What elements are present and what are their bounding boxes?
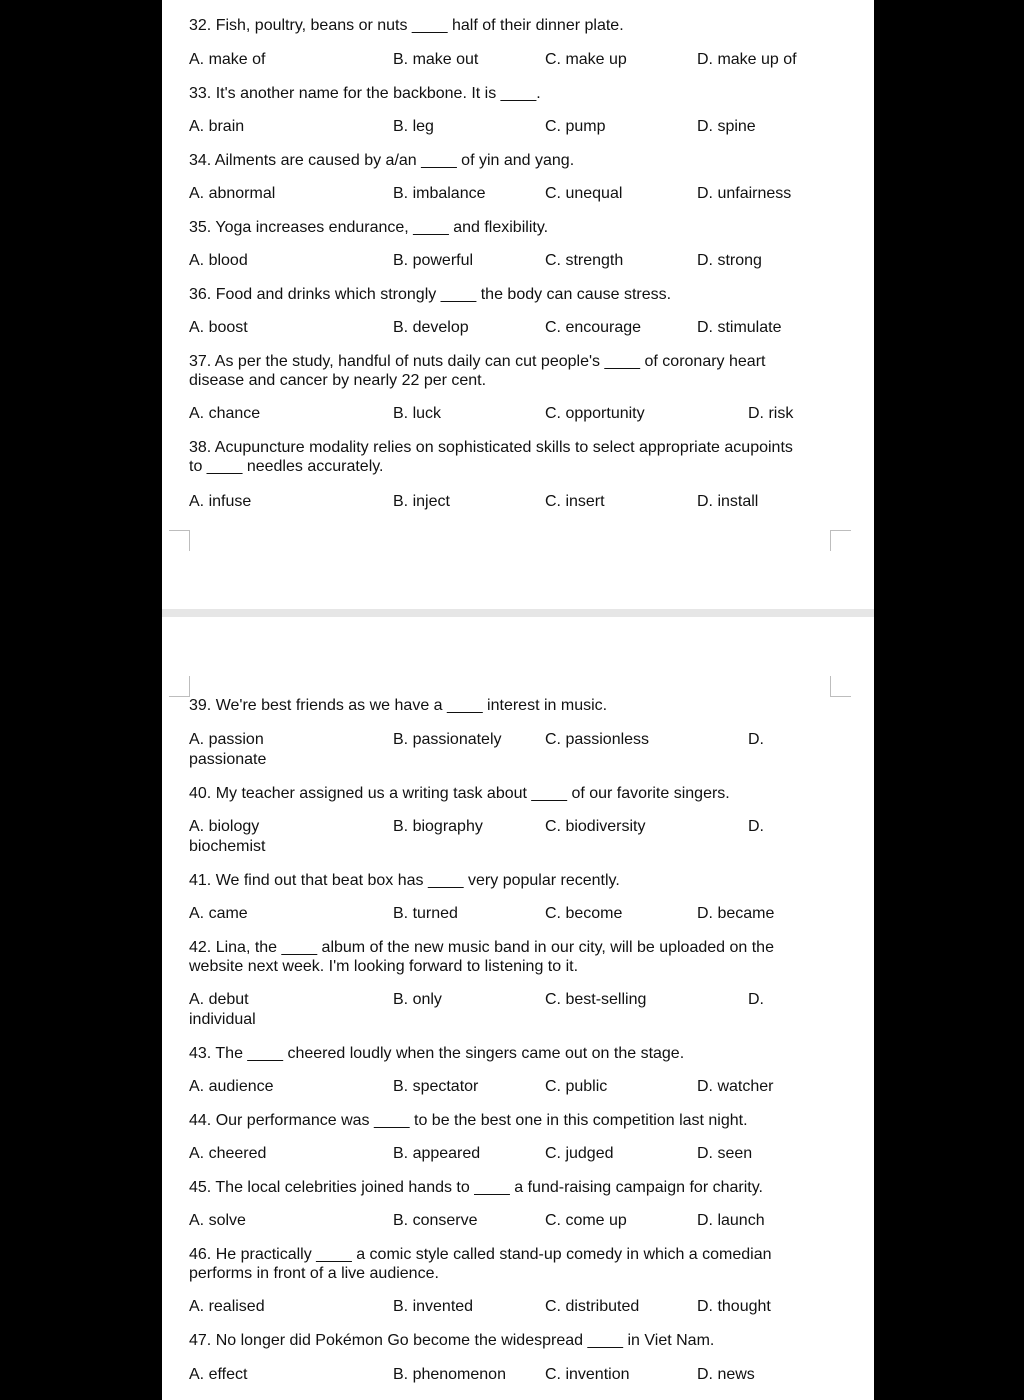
question-32-option-b[interactable]: B. make out [393, 51, 479, 68]
question-33-option-d[interactable]: D. spine [697, 118, 756, 135]
question-40-option-a[interactable]: A. biology [189, 818, 260, 835]
question-37-option-b[interactable]: B. luck [393, 405, 442, 422]
question-38-option-d[interactable]: D. install [697, 493, 759, 510]
question-46-option-a[interactable]: A. realised [189, 1298, 265, 1315]
question-33-option-b[interactable]: B. leg [393, 118, 434, 135]
question-41-option-b[interactable]: B. turned [393, 905, 458, 922]
question-40-option-c[interactable]: C. biodiversity [545, 818, 646, 835]
question-42-option-a[interactable]: A. debut [189, 991, 249, 1008]
question-35-option-b[interactable]: B. powerful [393, 252, 474, 269]
question-38-option-c[interactable]: C. insert [545, 493, 605, 510]
question-32-option-a[interactable]: A. make of [189, 51, 266, 68]
question-32-option-c[interactable]: C. make up [545, 51, 627, 68]
question-40-option-b[interactable]: B. biography [393, 818, 483, 835]
question-41-stem: 41. We find out that beat box has ____ very popular recently. [189, 872, 620, 889]
question-32-stem: 32. Fish, poultry, beans or nuts ____ half of their dinner plate. [189, 17, 624, 34]
question-43-option-a[interactable]: A. audience [189, 1078, 274, 1095]
question-40-option-d[interactable]: D. [748, 818, 764, 835]
question-47-stem: 47. No longer did Pokémon Go become the widespread ____ in Viet Nam. [189, 1332, 715, 1349]
question-46-option-b[interactable]: B. invented [393, 1298, 474, 1315]
crop-mark-bottom-right [830, 676, 851, 697]
question-39-option-b[interactable]: B. passionately [393, 731, 502, 748]
question-32-option-d[interactable]: D. make up of [697, 51, 797, 68]
question-37-stem: 37. As per the study, handful of nuts daily can cut people's ____ of coronary heart disease and cancer by nearly 22 per cent. [189, 353, 766, 389]
question-33-stem: 33. It's another name for the backbone. It is ____. [189, 85, 541, 102]
question-37-option-d[interactable]: D. risk [748, 405, 794, 422]
question-44-option-b[interactable]: B. appeared [393, 1145, 481, 1162]
question-46-stem: 46. He practically ____ a comic style called stand-up comedy in which a comedian performs in front of a live audience. [189, 1246, 772, 1282]
question-34-option-a[interactable]: A. abnormal [189, 185, 276, 202]
question-37-option-a[interactable]: A. chance [189, 405, 261, 422]
question-39-option-c[interactable]: C. passionless [545, 731, 650, 748]
question-36-stem: 36. Food and drinks which strongly ____ the body can cause stress. [189, 286, 672, 303]
question-44-option-d[interactable]: D. seen [697, 1145, 753, 1162]
question-45-option-a[interactable]: A. solve [189, 1212, 246, 1229]
question-33-option-c[interactable]: C. pump [545, 118, 606, 135]
crop-mark-bottom-left [169, 676, 190, 697]
question-44-option-c[interactable]: C. judged [545, 1145, 614, 1162]
question-40-option-d-text[interactable]: biochemist [189, 838, 266, 855]
question-46-option-c[interactable]: C. distributed [545, 1298, 640, 1315]
question-47-option-d[interactable]: D. news [697, 1366, 755, 1383]
question-42-option-d[interactable]: D. [748, 991, 764, 1008]
question-42-option-d-text[interactable]: individual [189, 1011, 256, 1028]
question-46-option-d[interactable]: D. thought [697, 1298, 771, 1315]
question-43-option-d[interactable]: D. watcher [697, 1078, 774, 1095]
question-47-option-c[interactable]: C. invention [545, 1366, 630, 1383]
crop-mark-top-left [169, 530, 190, 551]
question-34-option-c[interactable]: C. unequal [545, 185, 623, 202]
question-34-stem: 34. Ailments are caused by a/an ____ of yin and yang. [189, 152, 575, 169]
question-45-option-c[interactable]: C. come up [545, 1212, 627, 1229]
question-36-option-d[interactable]: D. stimulate [697, 319, 782, 336]
question-38-option-a[interactable]: A. infuse [189, 493, 252, 510]
question-34-option-b[interactable]: B. imbalance [393, 185, 486, 202]
question-44-stem: 44. Our performance was ____ to be the best one in this competition last night. [189, 1112, 748, 1129]
question-43-option-b[interactable]: B. spectator [393, 1078, 479, 1095]
question-36-option-b[interactable]: B. develop [393, 319, 469, 336]
question-39-option-a[interactable]: A. passion [189, 731, 264, 748]
page-separator [162, 609, 874, 617]
question-38-stem: 38. Acupuncture modality relies on sophisticated skills to select appropriate acupoints to ____ needles accurately. [189, 439, 793, 475]
question-36-option-a[interactable]: A. boost [189, 319, 248, 336]
question-45-option-b[interactable]: B. conserve [393, 1212, 478, 1229]
question-35-option-d[interactable]: D. strong [697, 252, 762, 269]
crop-mark-top-right [830, 530, 851, 551]
question-36-option-c[interactable]: C. encourage [545, 319, 642, 336]
question-35-option-c[interactable]: C. strength [545, 252, 624, 269]
question-37-option-c[interactable]: C. opportunity [545, 405, 645, 422]
question-41-option-a[interactable]: A. came [189, 905, 248, 922]
question-45-stem: 45. The local celebrities joined hands to ____ a fund-raising campaign for charity. [189, 1179, 763, 1196]
question-41-option-c[interactable]: C. become [545, 905, 623, 922]
question-45-option-d[interactable]: D. launch [697, 1212, 765, 1229]
question-38-option-b[interactable]: B. inject [393, 493, 450, 510]
question-33-option-a[interactable]: A. brain [189, 118, 245, 135]
question-47-option-b[interactable]: B. phenomenon [393, 1366, 506, 1383]
question-44-option-a[interactable]: A. cheered [189, 1145, 267, 1162]
question-43-stem: 43. The ____ cheered loudly when the singers came out on the stage. [189, 1045, 685, 1062]
question-42-stem: 42. Lina, the ____ album of the new music band in our city, will be uploaded on the website next week. I'm looking forward to listening to it. [189, 939, 774, 975]
question-43-option-c[interactable]: C. public [545, 1078, 608, 1095]
question-34-option-d[interactable]: D. unfairness [697, 185, 792, 202]
question-39-option-d[interactable]: D. [748, 731, 764, 748]
question-35-stem: 35. Yoga increases endurance, ____ and flexibility. [189, 219, 549, 236]
question-35-option-a[interactable]: A. blood [189, 252, 248, 269]
question-47-option-a[interactable]: A. effect [189, 1366, 248, 1383]
question-42-option-c[interactable]: C. best-selling [545, 991, 647, 1008]
question-39-stem: 39. We're best friends as we have a ____ interest in music. [189, 697, 608, 714]
question-40-stem: 40. My teacher assigned us a writing task about ____ of our favorite singers. [189, 785, 730, 802]
question-41-option-d[interactable]: D. became [697, 905, 775, 922]
question-39-option-d-text[interactable]: passionate [189, 751, 267, 768]
question-42-option-b[interactable]: B. only [393, 991, 442, 1008]
